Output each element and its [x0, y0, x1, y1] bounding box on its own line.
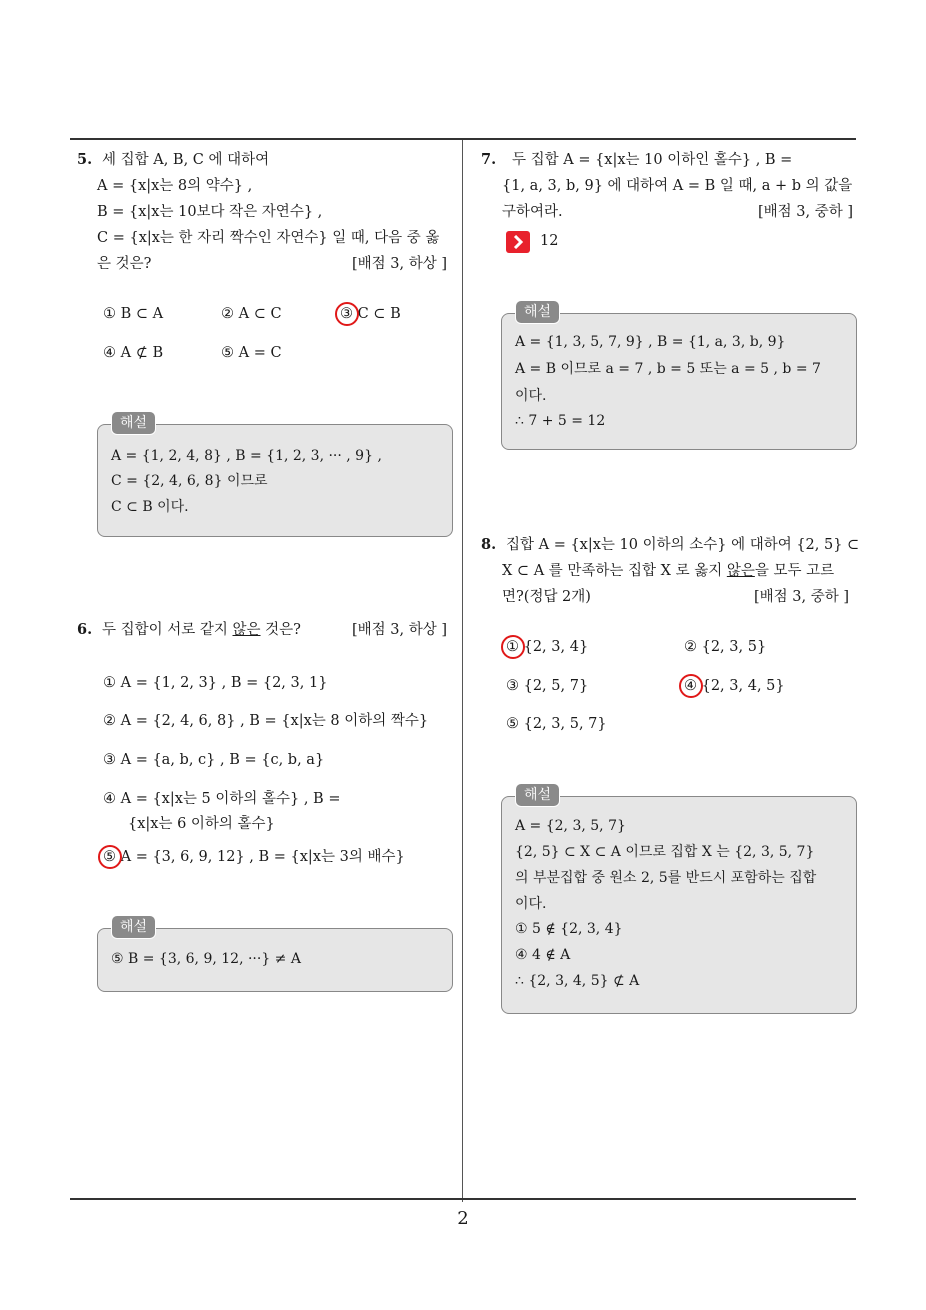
- explanation-line: ∴ 7 + 5 = 12: [515, 413, 606, 429]
- explanation-box: [501, 313, 857, 450]
- question-text: 은 것은?: [97, 256, 152, 272]
- question-text-part: 을 모두 고르: [754, 563, 835, 579]
- top-rule: [70, 138, 856, 140]
- explanation-tag: 해설: [111, 915, 156, 939]
- question-number: 8.: [481, 536, 497, 553]
- question-text: C = {x|x는 한 자리 짝수인 자연수} 일 때, 다음 중 옳: [97, 230, 440, 246]
- underlined-word: 않은: [232, 622, 261, 638]
- question-text: 구하여라.: [502, 204, 563, 220]
- question-number: 7.: [481, 151, 497, 168]
- explanation-line: A = {2, 3, 5, 7}: [515, 818, 626, 834]
- explanation-tag: 해설: [515, 783, 560, 807]
- question-text: [102, 620, 301, 640]
- answer-circle-mark: [335, 302, 359, 326]
- explanation-line: ① 5 ∉ {2, 3, 4}: [515, 921, 623, 937]
- option-1[interactable]: ① B ⊂ A: [103, 306, 164, 322]
- option-4[interactable]: ④ A ⊄ B: [103, 345, 164, 361]
- option-2[interactable]: ② A ⊂ C: [221, 306, 282, 322]
- question-text: [502, 561, 834, 581]
- explanation-line: 이다.: [515, 896, 547, 912]
- question-text: 면?(정답 2개): [502, 589, 591, 605]
- option-5[interactable]: ⑤ {2, 3, 5, 7}: [506, 716, 607, 732]
- question-text-part: 두 집합이 서로 같지: [102, 622, 233, 638]
- bottom-rule: [70, 1198, 856, 1200]
- explanation-line: {2, 5} ⊂ X ⊂ A 이므로 집합 X 는 {2, 3, 5, 7}: [515, 844, 815, 860]
- option-4-continued: {x|x는 6 이하의 홀수}: [128, 816, 275, 832]
- score-label: [배점 3, 하상 ]: [352, 256, 448, 272]
- score-label: [배점 3, 하상 ]: [352, 622, 448, 638]
- underlined-word: 않은: [726, 563, 755, 579]
- answer-circle-mark: [98, 845, 122, 869]
- explanation-line: C = {2, 4, 6, 8} 이므로: [111, 473, 268, 489]
- option-1[interactable]: ① {2, 3, 4}: [506, 639, 589, 655]
- explanation-line: ∴ {2, 3, 4, 5} ⊄ A: [515, 973, 640, 989]
- score-label: [배점 3, 중하 ]: [754, 589, 850, 605]
- option-5[interactable]: ⑤ A = {3, 6, 9, 12} , B = {x|x는 3의 배수}: [103, 849, 405, 865]
- answer-circle-mark: [501, 635, 525, 659]
- answer-arrow-icon: [506, 231, 530, 253]
- explanation-tag: 해설: [515, 300, 560, 324]
- explanation-line: A = B 이므로 a = 7 , b = 5 또는 a = 5 , b = 7: [515, 361, 821, 377]
- score-label: [배점 3, 중하 ]: [758, 204, 854, 220]
- option-2[interactable]: ② {2, 3, 5}: [684, 639, 767, 655]
- question-text: 집합 A = {x|x는 10 이하의 소수} 에 대하여 {2, 5} ⊂: [506, 537, 860, 553]
- option-4[interactable]: ④ {2, 3, 4, 5}: [684, 678, 785, 694]
- explanation-line: C ⊂ B 이다.: [111, 499, 189, 515]
- explanation-line: 의 부분집합 중 원소 2, 5를 반드시 포함하는 집합: [515, 870, 817, 886]
- option-3[interactable]: ③ A = {a, b, c} , B = {c, b, a}: [103, 752, 325, 768]
- explanation-line: ⑤ B = {3, 6, 9, 12, ···} ≠ A: [111, 951, 301, 967]
- option-4[interactable]: ④ A = {x|x는 5 이하의 홀수} , B =: [103, 791, 341, 807]
- question-text: 두 집합 A = {x|x는 10 이하인 홀수} , B =: [512, 152, 793, 168]
- explanation-box: [97, 424, 453, 537]
- explanation-tag: 해설: [111, 411, 156, 435]
- explanation-line: A = {1, 2, 4, 8} , B = {1, 2, 3, ··· , 9} ,: [111, 448, 382, 464]
- question-number: 6.: [77, 621, 93, 638]
- explanation-line: ④ 4 ∉ A: [515, 947, 571, 963]
- question-text-part: X ⊂ A 를 만족하는 집합 X 로 옳지: [502, 563, 727, 579]
- question-text: {1, a, 3, b, 9} 에 대하여 A = B 일 때, a + b 의 값을: [502, 178, 853, 194]
- answer-circle-mark: [679, 674, 703, 698]
- option-5[interactable]: ⑤ A = C: [221, 345, 282, 361]
- explanation-line: A = {1, 3, 5, 7, 9} , B = {1, a, 3, b, 9}: [515, 334, 786, 350]
- column-divider: [462, 140, 463, 1202]
- question-text: A = {x|x는 8의 약수} ,: [97, 178, 253, 194]
- question-text: B = {x|x는 10보다 작은 자연수} ,: [97, 204, 323, 220]
- explanation-line: 이다.: [515, 388, 547, 404]
- question-text-part: 것은?: [260, 622, 301, 638]
- answer-value: 12: [540, 233, 559, 249]
- option-1[interactable]: ① A = {1, 2, 3} , B = {2, 3, 1}: [103, 675, 328, 691]
- option-2[interactable]: ② A = {2, 4, 6, 8} , B = {x|x는 8 이하의 짝수}: [103, 713, 429, 729]
- option-3[interactable]: ③ {2, 5, 7}: [506, 678, 589, 694]
- page-number: 2: [457, 1208, 469, 1229]
- option-3[interactable]: ③ C ⊂ B: [340, 306, 401, 322]
- question-number: 5.: [77, 151, 93, 168]
- question-text: 세 집합 A, B, C 에 대하여: [102, 152, 270, 168]
- explanation-box: [501, 796, 857, 1014]
